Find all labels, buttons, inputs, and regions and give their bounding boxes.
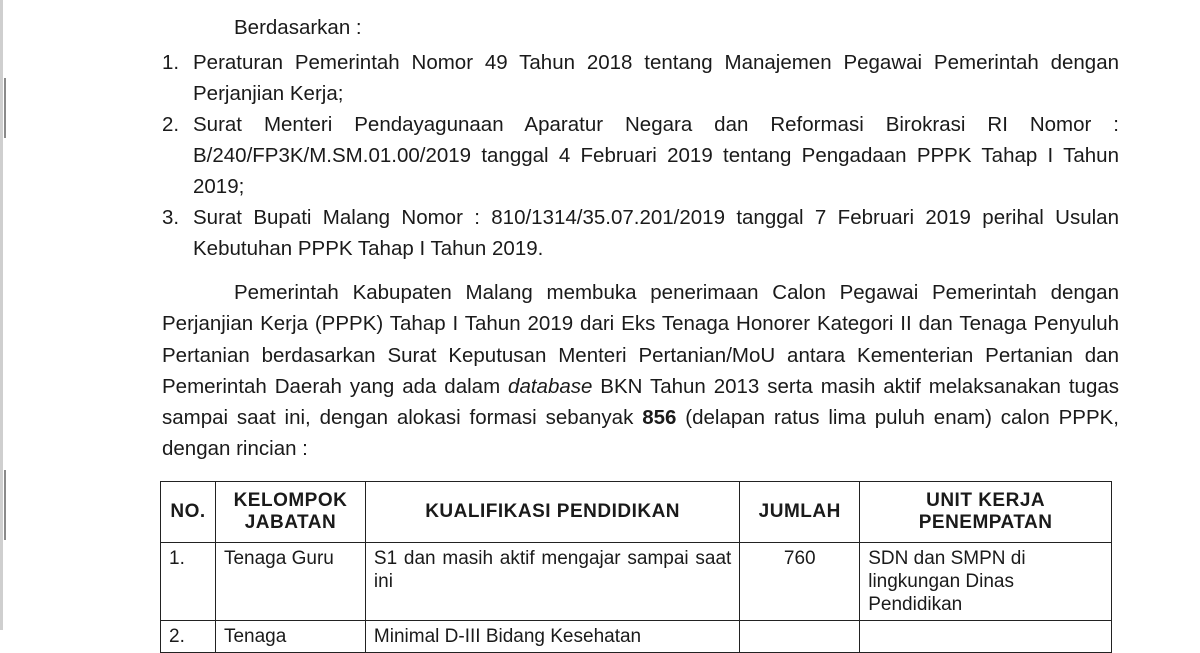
allocation-table bbox=[160, 481, 1112, 653]
header-kualifikasi-pendidikan: KUALIFIKASI PENDIDIKAN bbox=[365, 482, 739, 543]
cell-kualifikasi: Minimal D-III Bidang Kesehatan bbox=[365, 621, 739, 653]
announcement-paragraph bbox=[162, 277, 1119, 465]
cell-jumlah bbox=[740, 621, 860, 653]
list-item-text: Surat Menteri Pendayagunaan Aparatur Negara dan Reformasi Birokrasi RI Nomor : B/240/FP3K/M.SM.01.00/2019 tanggal 4 Februari 2019 tentang Pengadaan PPPK Tahap I Tahun 2019; bbox=[193, 113, 1119, 198]
paragraph-italic-term: database bbox=[508, 374, 593, 398]
cell-kelompok: Tenaga Guru bbox=[215, 543, 365, 621]
list-item bbox=[162, 47, 1119, 109]
header-kelompok-jabatan: KELOMPOK JABATAN bbox=[215, 482, 365, 543]
paragraph-text: BKN Tahun 2013 serta masih aktif melaksanakan tugas sampai saat ini, dengan alokasi formasi sebanyak bbox=[162, 374, 1119, 430]
scan-edge-mark bbox=[4, 470, 6, 540]
formation-total: 856 bbox=[642, 406, 677, 430]
header-unit-kerja: UNIT KERJA PENEMPATAN bbox=[860, 482, 1112, 543]
cell-kualifikasi: S1 dan masih aktif mengajar sampai saat ini bbox=[365, 543, 739, 621]
header-no: NO. bbox=[161, 482, 216, 543]
list-item-number: 3. bbox=[162, 206, 180, 229]
list-item-number: 1. bbox=[162, 51, 180, 74]
list-item-number: 2. bbox=[162, 113, 180, 136]
cell-unit: SDN dan SMPN di lingkungan Dinas Pendidikan bbox=[860, 543, 1112, 621]
cell-no: 1. bbox=[161, 543, 216, 621]
cell-kelompok: Tenaga bbox=[215, 621, 365, 653]
list-item bbox=[162, 109, 1119, 202]
basis-list bbox=[162, 47, 1119, 264]
table-row bbox=[161, 543, 1112, 621]
table-row bbox=[161, 621, 1112, 653]
table-header-row bbox=[161, 482, 1112, 543]
list-item bbox=[162, 202, 1119, 264]
scan-edge-mark bbox=[4, 78, 6, 138]
basis-label: Berdasarkan : bbox=[234, 16, 362, 39]
paragraph-text: (delapan ratus lima puluh enam) calon PPPK, dengan rincian : bbox=[162, 406, 1120, 461]
scan-left-edge bbox=[0, 0, 3, 630]
list-item-text: Surat Bupati Malang Nomor : 810/1314/35.07.201/2019 tanggal 7 Februari 2019 perihal Usulan Kebutuhan PPPK Tahap I Tahun 2019. bbox=[193, 206, 1119, 260]
paragraph-text: Pemerintah Kabupaten Malang membuka penerimaan Calon Pegawai Pemerintah dengan Perjanjian Kerja (PPPK) Tahap I Tahun 2019 dari Eks Tenaga Honorer Kategori II dan Tenaga Penyuluh Pertanian berdasarkan Surat Keputusan Menteri Pertanian/MoU antara Kementerian Pertanian dan Pemerintah Daerah yang ada dalam bbox=[162, 281, 1119, 398]
cell-jumlah: 760 bbox=[740, 543, 860, 621]
cell-unit bbox=[860, 621, 1112, 653]
list-item-text: Peraturan Pemerintah Nomor 49 Tahun 2018 tentang Manajemen Pegawai Pemerintah dengan Perjanjian Kerja; bbox=[193, 51, 1119, 105]
header-jumlah: JUMLAH bbox=[740, 482, 860, 543]
cell-no: 2. bbox=[161, 621, 216, 653]
